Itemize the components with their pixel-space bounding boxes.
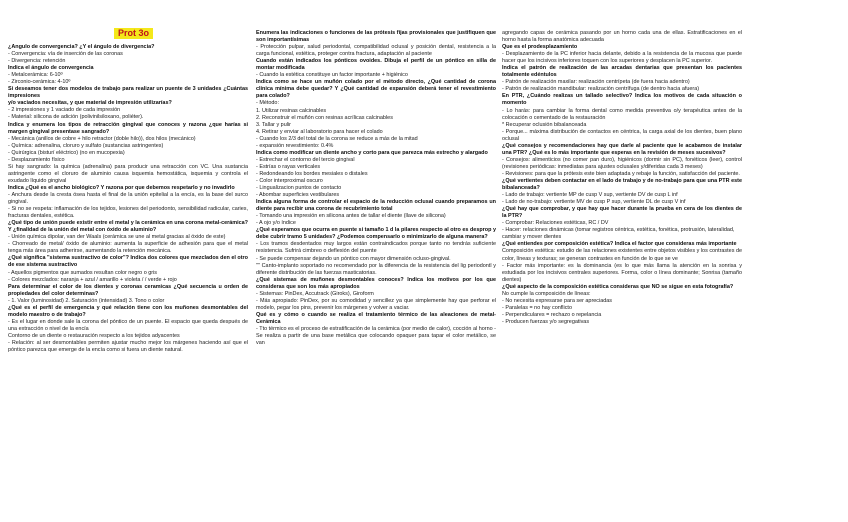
question-line: Que es el prodesplazamiento bbox=[502, 44, 578, 51]
answer-line: - Comprobar: Relaciones estéticas, RC / DV bbox=[502, 220, 609, 227]
answer-line: Composición estética: estudio de las relaciones existentes entre objetos visibles y los contrastes de color, líneas y texturas; se generan contrastes en función de lo que se ve bbox=[502, 248, 742, 262]
answer-line: - Tomando una impresión en silicona antes de tallar el diente (llave de silicona) bbox=[256, 213, 446, 220]
answer-line: * Recuperar oclusión bibalanceada bbox=[502, 121, 587, 128]
answer-line: - Convergencia: vía de inserción de las coronas bbox=[8, 51, 123, 58]
answer-line: - Patrón de realización mandibular: realización centrífuga (de dentro hacia afuera) bbox=[502, 86, 700, 93]
question-line: ¿Qué consejos y recomendaciones hay que darle al paciente que le acabamos de instalar una PTR? ¿Qué es lo más importante que esperas en la revisión de meses sucesivos? bbox=[502, 142, 742, 156]
document-title: Prot 3o bbox=[114, 28, 153, 39]
question-line: En PTR, ¿Cuándo realizas un tallado selectivo? Indica los motivos de cada situación o momento bbox=[502, 93, 742, 107]
answer-line: - Color interproximal oscuro bbox=[256, 177, 323, 184]
answer-line: - Metalcerámica: 6-10º bbox=[8, 72, 63, 79]
question-line: ¿Ángulo de convergencia? ¿Y el ángulo de divergencia? bbox=[8, 44, 155, 50]
question-line: Enumera las indicaciones o funciones de las prótesis fijas provisionales que justifiquen que son importantísimas bbox=[256, 30, 496, 44]
right-column bbox=[502, 30, 742, 326]
answer-line: - Paralelas = no hay conflicto bbox=[502, 304, 572, 311]
question-line: ¿Qué vertientes deben contactar en el lado de trabajo y de no-trabajo para que una PTR este bibalanceada? bbox=[502, 177, 742, 192]
answer-line: - Revisiones: para que la prótesis este bien adaptada y rebaje la función, satisfacción del paciente. bbox=[502, 170, 740, 177]
question-line: Indica como modificar un diente ancho y corto para que parezca más estrecho y alargado bbox=[256, 149, 488, 156]
middle-column bbox=[256, 30, 496, 347]
question-line: ¿Qué hay que comprobar, y que hay que hacer durante la prueba en cera de los dientes de la PTR? bbox=[502, 206, 742, 220]
question-line: y/o vaciados necesitas, y que material de impresión utilizarías? bbox=[8, 100, 172, 107]
answer-line: - Tto térmico es el proceso de estratificación de la cerámica (por medio de calor), cocción al horno - Se realiza a partir de una base metálica que colocando opaquer para tapar el color metálico, se van bbox=[256, 325, 496, 347]
answer-line: - Los tramos desdentados muy largos están contraindicados porque tanto no tendrás suficiente resistencia. Sufrirá cimbreo o deflexión del puente bbox=[256, 241, 496, 255]
answer-line: - Divergencia: retención bbox=[8, 58, 66, 65]
answer-line: agregando capas de cerámica pasando por un horno cada una de ellas. Estratificaciones en el horno hasta la forma anatómica adecuada bbox=[502, 30, 742, 44]
answer-line: - Hacer: relaciones dinámicas (tomar registros céntrica, estética, fonética, protrusión, lateralidad, bbox=[502, 227, 735, 234]
answer-line: - Zirconio-cerámica: 4-10º bbox=[8, 79, 71, 86]
answer-line: - Material: silicona de adición (polivinilsiloxano, poliéter). bbox=[8, 114, 144, 121]
answer-line: - Cuando la estética constituye un factor importante + higiénico bbox=[256, 72, 408, 79]
question-line: Indica como se hace un muñón colado por el método directo, ¿Qué cantidad de corona clínica mínima debe quedar? Y ¿Qué cantidad de expansión deberá tener el revestimiento para colado? bbox=[256, 79, 496, 100]
answer-line: - Aquellos pigmentos que sumados resultan color negro o gris bbox=[8, 269, 158, 276]
question-line: ¿Qué esperamos que ocurra en puente si tamaño 1 d la pilares respecto al otro es desprop y debe cubrir tramo 5 unidades? ¿Podemos compensarlo o minimizarlo de alguna manera? bbox=[256, 227, 496, 241]
answer-line: - Colores mezclados: naranja + azul / amarillo + violeta / / verde + rojo bbox=[8, 276, 177, 283]
question-line: Si deseamos tener dos modelos de trabajo para realizar un puente de 3 unidades ¿Cuántas impresiones bbox=[8, 86, 248, 100]
answer-line: - Porque... máxima distribución de contactos en céntrica, la carga axial de los dientes, buen plano oclusal bbox=[502, 128, 742, 142]
answer-line: - 2 impresiones y 1 vaciado de cada impresión bbox=[8, 107, 121, 114]
answer-line: - Redondeando los bordes mesiales o distales bbox=[256, 170, 368, 177]
question-line: ¿Qué es el perfil de emergencia y qué relación tiene con los muñones desmontables del modelo maestro o de trabajo? bbox=[8, 304, 248, 318]
answer-line: - Estrías o rayas verticales bbox=[256, 163, 321, 170]
answer-line: - Chorreado de metal/ óxido de aluminio: aumenta la superficie de adhesión para que el metal tenga más área para adherirse, aumentando la retención mecánica. bbox=[8, 241, 248, 255]
answer-line: - Más apropiado: PinDex, por su comodidad y sencillez ya que simplemente hay que perforar el modelo, pegar los pins, prevenir los márgenes y volver a vaciar. bbox=[256, 297, 496, 311]
answer-line: Si hay sangrado: la química (adrenalina) para producir una retracción con VC. Una sustancia astringente como el cloruro de aluminio causa isquemia hemostática, isquemia y controla el exudado líquido gingival bbox=[8, 163, 248, 184]
answer-line: - Sistemas: PinDex, Accutrack (Giroks), Giroform bbox=[256, 290, 374, 297]
answer-line: 3. Tallar y pulir bbox=[256, 121, 291, 128]
answer-line: - Quirúrgica (bisturí eléctrico) (no en mucopexia) bbox=[8, 149, 125, 156]
answer-line: - Relación: al ser desmontables permiten ajustar mucho mejor los márgenes haciendo así que el póntico parezca que emerge de la encía como si fuera un diente natural. bbox=[8, 339, 248, 354]
answer-line: cambiar y mover dientes bbox=[502, 234, 562, 241]
answer-line: - Es el lugar en donde sale la corona del póntico de un puente. El espacio que queda después de una extracción o nivel de la encía bbox=[8, 318, 248, 332]
answer-line: - Se puede compensar dejando un póntico con mayor dimensión ocluso-gingival. bbox=[256, 255, 451, 262]
answer-line: - Abombar superficies vestibulares bbox=[256, 192, 340, 199]
answer-line: "" Canto-implanto soportado no recomendado por la diferencia de la resistencia del lig periodontl y diferente distribución de las fuerzas masticatorias. bbox=[256, 262, 496, 276]
question-line: Para determinar el color de los dientes y coronas ceramicas ¿Qué secuencia u orden de propiedades del color determinas? bbox=[8, 283, 248, 297]
answer-line: - Estrechar el contorno del tercio gingival bbox=[256, 156, 355, 163]
answer-line: - A ojo y/o índice bbox=[256, 220, 296, 227]
answer-line: - Desplazamiento de la PC inferior hacia delante, debido a la resistencia de la mucosa que puede hacer que los incisivos inferiores toquen con los superiores y desplacen la PC superior. bbox=[502, 51, 742, 65]
question-line: ¿Qué significa "sistema sustractivo de color"? Indica dos colores que mezclados den el otro de ese sistema sustractivo bbox=[8, 255, 248, 269]
question-line: Qué es y cómo o cuando se realiza el tratamiento térmico de las aleaciones de metal-Cerámica bbox=[256, 311, 496, 325]
answer-line: - Factor más importante: es la dominancia (es lo que más llama la atención en la sonrisa y estudiada por los incisivos centrales superiores. Forma, color o línea dominante; Sonrisa (tamaño dientes) bbox=[502, 262, 742, 283]
answer-line: 2. Reconstruir el muñón con resinas acrílicas calcinables bbox=[256, 114, 393, 121]
answer-line: - Si no se respeta: inflamación de los tejidos, lesiones del periodonto, sensibilidad radicular, caries, fracturas dentales, estética. bbox=[8, 206, 248, 220]
answer-line: - Producen fuerzas y/o segregativas bbox=[502, 318, 590, 325]
question-line: Indica alguna forma de controlar el espacio de la reducción oclusal cuando preparamos un diente para recibir una corona de recubrimiento total bbox=[256, 199, 496, 213]
answer-line: - Método: bbox=[256, 100, 279, 107]
answer-line: 4. Retirar y enviar al laboratorio para hacer el colado bbox=[256, 128, 383, 135]
answer-line: - Anchura desde la cresta ósea hasta el final de la unión epitelial a la encía, es la base del surco gingival. bbox=[8, 191, 248, 206]
question-line: ¿Qué tipo de unión puede existir entre el metal y la cerámica en una corona metal-cerámica? Y ¿finalidad de la unión del metal con óxido de aluminio? bbox=[8, 220, 248, 234]
answer-line: - Mecánica (anillos de cobre + hilo retractor (doble hilo)), dos hilos (mecánico) bbox=[8, 135, 196, 142]
answer-line: - No necesita expresarse para ser apreciadas bbox=[502, 297, 613, 304]
answer-line: - Lado de trabajo: vertiente MP de cusp V sup, vertiente DV de cusp L inf bbox=[502, 192, 678, 199]
question-line: ¿Qué entiendes por composición estética? Indica el factor que consideras más importante bbox=[502, 241, 737, 248]
answer-line: Contorno de un diente o restauración respecto a los tejidos adyacentes bbox=[8, 332, 180, 339]
question-line: ¿Qué sistemas de muñones desmontables conoces? Indica los motivos por los que consideras que son los más apropiados bbox=[256, 276, 496, 290]
answer-line: - Lingualizacion puntos de contacto bbox=[256, 185, 342, 192]
answer-line: 1. Utilizar resinas calcinables bbox=[256, 107, 327, 114]
answer-line: - Lo harás: para cambiar la forma dental como medida preventiva o/y terapéutica antes de la colocación o cementado de la restauración bbox=[502, 107, 742, 121]
answer-line: - Protección pulpar, salud periodontal, compatibilidad oclusal y posición dental, resistencia a la carga funcional, estética, proteger contra fractura, adaptación al paciente bbox=[256, 44, 496, 58]
question-line: ¿Qué aspecto de la composición estética consideras que NO se sigue en esta fotografía? bbox=[502, 283, 734, 290]
answer-line: - Unión química dipolar, van der Waals (cerámica se une al metal gracias al óxido de este) bbox=[8, 234, 226, 241]
question-line: Cuando están indicados los pónticos ovoides. Dibuja el perfil de un póntico en silla de montar modificada bbox=[256, 58, 496, 72]
answer-line: - Lado de no-trabajo: vertiente MV de cusp P sup, vertiente DL de cusp V inf bbox=[502, 199, 686, 206]
answer-line: - Cuando los 2/3 del total de la corona se reduce a más de la mitad bbox=[256, 135, 418, 142]
question-line: Indica ¿Qué es el ancho biológico? Y razona por que debemos respetarlo y no invadirlo bbox=[8, 184, 235, 191]
question-line: Indica y enumera los tipos de retracción gingival que conoces y razona ¿que harías si margen gingival presentase sangrado? bbox=[8, 121, 248, 135]
answer-line: - Química: adrenalina, cloruro y sulfato (sustancias astringentes) bbox=[8, 142, 164, 149]
answer-line: - expansión revestimiento: 0.4% bbox=[256, 142, 334, 149]
left-column bbox=[8, 44, 248, 354]
answer-line: - 1. Valor (luminosidad) 2. Saturación (intensidad) 3. Tono o color bbox=[8, 297, 165, 304]
question-line: Indica el ángulo de convergencia bbox=[8, 65, 94, 72]
answer-line: No cumple la composición de líneas: bbox=[502, 290, 591, 297]
question-line: Indica el patrón de realización de las arcadas dentarias que presentan los pacientes totalmente edéntulos bbox=[502, 65, 742, 79]
answer-line: - Patrón de realización maxilar: realización centrípeta (de fuera hacia adentro) bbox=[502, 79, 690, 86]
answer-line: - Consejos: alimenticios (no comer pan duro), higiénicos (dormir sin PC), fonéticos (leer), control (revisiones periódicas: inmediatas para ajustes oclusales y/diferidas cada 3 meses) bbox=[502, 156, 742, 170]
answer-line: - Desplazamiento físico bbox=[8, 156, 65, 163]
answer-line: - Perpendiculares = rechazo o repelancia bbox=[502, 311, 602, 318]
